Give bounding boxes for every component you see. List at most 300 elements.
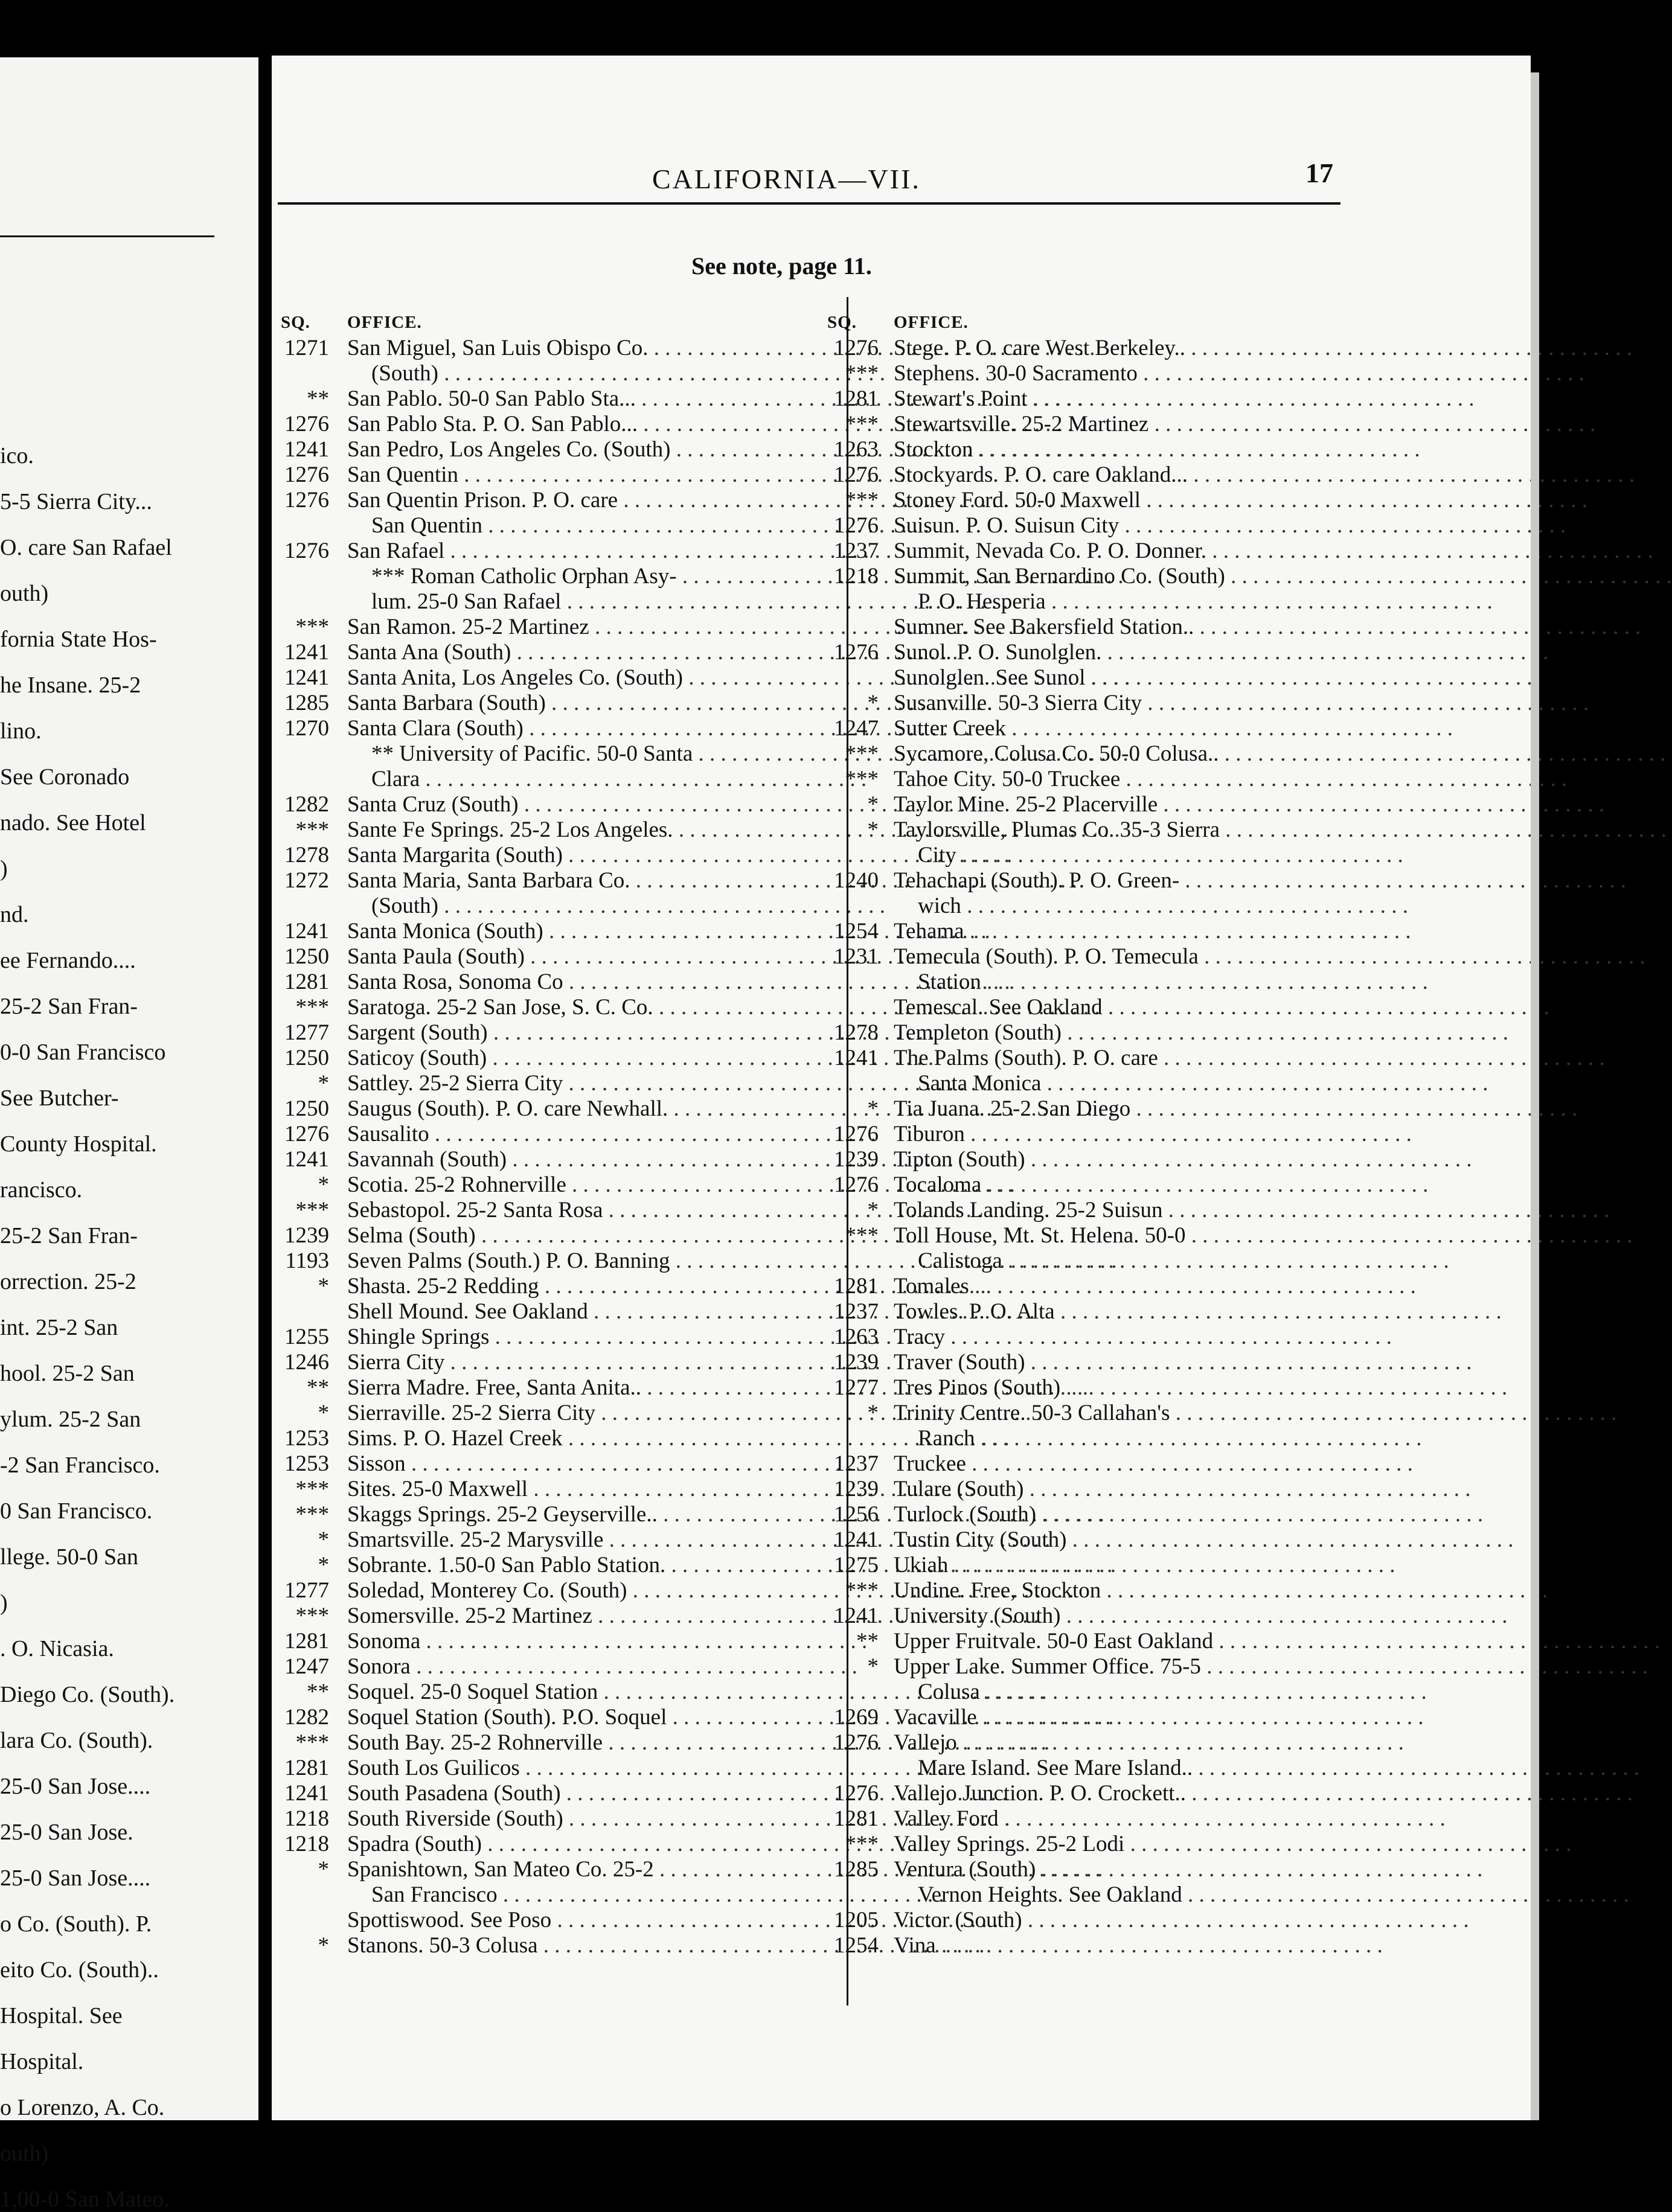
office-name: Suisun. P. O. Suisun City . . . [894,513,1359,539]
sq-number: 1239 [834,1350,879,1375]
office-name: Saratoga. 25-2 San Jose, S. C. Co. . . . [347,995,803,1020]
sq-number: 1254 [834,1933,879,1958]
office-name: Shell Mound. See Oakland . . . [347,1299,803,1325]
directory-entry [827,564,1359,589]
office-name: San Pablo Sta. P. O. San Pablo... . . . [347,412,803,437]
sq-number: 1237 [834,1299,879,1324]
directory-entry [827,1451,1359,1477]
office-name: Tehachapi (South). P. O. Green- . . . [894,868,1359,893]
office-name: Tia Juana. 25-2 San Diego . . . [894,1096,1359,1122]
directory-entry [827,1020,1359,1046]
sq-number: 1276 [834,462,879,487]
directory-entry [827,1730,1359,1756]
office-name: Vernon Heights. See Oakland . . . [918,1882,1359,1908]
office-name: Sites. 25-0 Maxwell . . . [347,1477,803,1502]
sq-number: * [867,1096,879,1121]
directory-entry [827,1122,1359,1147]
directory-entry [827,1274,1359,1299]
directory-entry [272,1198,803,1223]
directory-entry [272,1680,803,1705]
office-name: Spanishtown, San Mateo Co. 25-2 . . . [347,1857,803,1882]
directory-entry [272,1502,803,1527]
sq-number: 1281 [834,386,879,411]
directory-entry [827,1629,1359,1654]
directory-entry [827,437,1359,462]
sq-number: 1281 [284,1756,329,1780]
page-header [272,158,1531,199]
sq-number: 1276 [834,336,879,360]
header-rule [278,202,1340,205]
office-name: Santa Anita, Los Angeles Co. (South) . . . [347,665,803,691]
sq-number: * [318,1172,329,1197]
sq-number: *** [845,767,879,791]
directory-entry [272,919,803,944]
office-name: Stoney Ford. 50-0 Maxwell . . . [894,488,1359,513]
left-page-line: See Butcher- [0,1085,119,1111]
left-page-line: 25-0 San Jose.... [0,1865,151,1891]
office-name: Sutter Creek . . . [894,716,1359,741]
directory-entry [827,1578,1359,1603]
left-page-line: Hospital. [0,2049,84,2074]
sq-number: * [318,1274,329,1299]
office-name: Truckee . . . [894,1451,1359,1477]
office-name: Sobrante. 1.50-0 San Pablo Station. . . . [347,1553,803,1578]
sq-number: 1255 [284,1325,329,1349]
directory-entry [272,817,803,843]
office-name: Vallejo Junction. P. O. Crockett.. . . . [894,1781,1359,1806]
page-edge [1531,72,1539,2120]
office-name: Sargent (South) . . . [347,1020,803,1046]
directory-entry [272,336,803,361]
office-name: Sunol. P. O. Sunolglen. . . . [894,640,1359,665]
office-name: Valley Ford . . . [894,1806,1359,1832]
directory-entry [827,868,1359,893]
right-entries [827,336,1359,1958]
sq-number: 1282 [284,792,329,817]
office-name: Tolands Landing. 25-2 Suisun . . . [894,1198,1359,1223]
office-name: Sierra Madre. Free, Santa Anita.. . . . [347,1375,803,1401]
sq-number: 1241 [284,640,329,665]
directory-entry [827,767,1359,792]
left-page-line: nd. [0,902,29,927]
office-name: Savannah (South) . . . [347,1147,803,1172]
sq-number: * [318,1933,329,1958]
office-name: Shasta. 25-2 Redding . . . [347,1274,803,1299]
office-name: Sierraville. 25-2 Sierra City . . . [347,1401,803,1426]
directory-entry [827,361,1359,386]
sq-number: 1241 [284,665,329,690]
office-name: *** Roman Catholic Orphan Asy- . . . [371,564,803,589]
sq-number: 1276 [284,412,329,436]
office-name: San Pedro, Los Angeles Co. (South) . . . [347,437,803,462]
sq-header: SQ. [827,313,857,332]
office-name: Stockyards. P. O. care Oakland... . . . [894,462,1359,488]
left-page-line: 0 San Francisco. [0,1498,153,1524]
directory-entry [827,1477,1359,1502]
directory-entry [272,1477,803,1502]
office-name: Tiburon . . . [894,1122,1359,1147]
office-name: Undine. Free, Stockton . . . [894,1578,1359,1603]
sq-number: *** [295,1198,329,1223]
office-name: Selma (South) . . . [347,1223,803,1248]
office-name: Shingle Springs . . . [347,1325,803,1350]
office-name: Scotia. 25-2 Rohnerville . . . [347,1172,803,1198]
office-name: Soledad, Monterey Co. (South) . . . [347,1578,803,1603]
directory-entry [827,462,1359,488]
sq-number: 1276 [284,1122,329,1146]
office-name: San Quentin . . . [347,462,803,488]
left-entries [272,336,803,1958]
office-name: Sims. P. O. Hazel Creek . . . [347,1426,803,1451]
directory-entry [827,1680,1359,1705]
office-name: Sante Fe Springs. 25-2 Los Angeles. . . . [347,817,803,843]
directory-entry [272,1299,803,1325]
left-page-line: . O. Nicasia. [0,1636,114,1661]
sq-number: ** [307,1680,329,1704]
sq-number: 1276 [834,640,879,665]
sq-number: * [867,817,879,842]
directory-entry [272,1147,803,1172]
directory-entry [272,1705,803,1730]
office-name: Turlock (South) . . . [894,1502,1359,1527]
directory-entry [827,1172,1359,1198]
office-name: Santa Monica . . . [918,1071,1359,1096]
sq-number: *** [295,615,329,639]
office-name: Sierra City . . . [347,1350,803,1375]
office-name: Spadra (South) . . . [347,1832,803,1857]
office-name: Smartsville. 25-2 Marysville . . . [347,1527,803,1553]
directory-entry [827,336,1359,361]
office-name: Clara . . . [371,767,803,792]
sq-number: 1276 [834,1781,879,1806]
directory-entry [827,1401,1359,1426]
sq-number: 1247 [834,716,879,741]
office-name: Sonoma . . . [347,1629,803,1654]
office-name: San Pablo. 50-0 San Pablo Sta... . . . [347,386,803,412]
left-page-line: 25-0 San Jose.... [0,1774,151,1799]
sq-number: 1270 [284,716,329,741]
office-name: Stockton . . . [894,437,1359,462]
office-name: Sonora . . . [347,1654,803,1680]
directory-entry [827,589,1359,615]
office-name: Taylorsville, Plumas Co. 35-3 Sierra . . . [894,817,1359,843]
sq-number: * [318,1401,329,1425]
left-page-fragment [0,57,258,2212]
left-page-line: ) [0,856,8,881]
sq-number: ** [307,1375,329,1400]
directory-entry [272,1096,803,1122]
directory-entry [827,691,1359,716]
office-name: Tres Pinos (South) . . . [894,1375,1359,1401]
directory-entry [272,1857,803,1882]
directory-entry [272,1629,803,1654]
office-name: Sunolglen. See Sunol . . . [894,665,1359,691]
office-name: Tehama . . . [894,919,1359,944]
left-page-line: orrection. 25-2 [0,1269,136,1294]
directory-entry [272,513,803,539]
sq-number: 1247 [284,1654,329,1679]
office-name: Toll House, Mt. St. Helena. 50-0 . . . [894,1223,1359,1248]
directory-entry [272,1806,803,1832]
sq-number: *** [845,741,879,766]
sq-number: *** [295,1502,329,1527]
sq-number: * [867,792,879,817]
directory-entry [827,1248,1359,1274]
directory-entry [272,1071,803,1096]
sq-number: 1278 [834,1020,879,1045]
sq-number: * [318,1553,329,1577]
directory-entry [827,488,1359,513]
sq-number: 1276 [834,1122,879,1146]
directory-entry [827,1426,1359,1451]
directory-entry [272,741,803,767]
left-page-line: llege. 50-0 San [0,1544,139,1570]
office-header: OFFICE. [347,313,422,332]
office-name: Sebastopol. 25-2 Santa Rosa . . . [347,1198,803,1223]
office-name: Santa Rosa, Sonoma Co . . . [347,970,803,995]
sq-number: 1276 [834,1172,879,1197]
office-name: Tahoe City. 50-0 Truckee . . . [894,767,1359,792]
directory-entry [827,665,1359,691]
directory-entry [827,1046,1359,1071]
sq-number: *** [845,1832,879,1856]
left-page-line: int. 25-2 San [0,1315,118,1340]
directory-entry [272,361,803,386]
directory-entry [272,1882,803,1908]
office-name: (South) . . . [371,893,803,919]
sq-number: 1241 [284,1781,329,1806]
page-title: CALIFORNIA—VII. [652,164,921,194]
directory-entry [827,1933,1359,1958]
office-name: Stewart's Point . . . [894,386,1359,412]
directory-entry [272,1172,803,1198]
directory-entry [827,386,1359,412]
left-page-line: 25-2 San Fran- [0,994,138,1019]
directory-entry [827,1603,1359,1629]
sq-number: *** [845,412,879,436]
directory-entry [272,1451,803,1477]
directory-entry [827,741,1359,767]
directory-entry [272,640,803,665]
sq-number: 1285 [284,691,329,715]
office-name: Mare Island. See Mare Island.. . . . [918,1756,1359,1781]
sq-number: 1272 [284,868,329,893]
sq-number: * [318,1071,329,1096]
office-name: Vallejo . . . [894,1730,1359,1756]
sq-number: *** [295,817,329,842]
office-header: OFFICE. [894,313,969,332]
office-name: Ventura (South) . . . [894,1857,1359,1882]
directory-entry [827,1781,1359,1806]
office-name: Tulare (South) . . . [894,1477,1359,1502]
office-name: San Francisco . . . [371,1882,803,1908]
left-page-line: nado. See Hotel [0,810,146,836]
office-name: Sausalito . . . [347,1122,803,1147]
directory-entry [827,1527,1359,1553]
office-name: Vacaville . . . [894,1705,1359,1730]
sq-number: 1276 [284,462,329,487]
sq-number: 1193 [285,1248,329,1273]
left-page-line: County Hospital. [0,1131,157,1157]
left-page-line: ee Fernando.... [0,948,136,973]
left-page-line: O. care San Rafael [0,535,172,560]
sq-number: ** [307,386,329,411]
left-column [272,309,803,1958]
directory-entry [827,792,1359,817]
sq-number: 1241 [284,1147,329,1172]
directory-entry [827,1375,1359,1401]
directory-entry [272,1248,803,1274]
directory-entry [827,1705,1359,1730]
directory-entry [272,1375,803,1401]
sq-number: 1281 [834,1274,879,1299]
directory-entry [827,817,1359,843]
directory-entry [272,1781,803,1806]
directory-entry [827,944,1359,970]
left-page-line: fornia State Hos- [0,627,157,652]
directory-entry [827,412,1359,437]
sq-number: 1263 [834,1325,879,1349]
sq-number: 1277 [284,1020,329,1045]
office-name: Santa Margarita (South) . . . [347,843,803,868]
directory-entry [272,1578,803,1603]
office-name: Tracy . . . [894,1325,1359,1350]
office-name: Saugus (South). P. O. care Newhall. . . . [347,1096,803,1122]
directory-entry [272,716,803,741]
sq-number: 1256 [834,1502,879,1527]
office-name: Santa Clara (South) . . . [347,716,803,741]
directory-entry [272,1325,803,1350]
directory-entry [272,1046,803,1071]
directory-entry [272,1401,803,1426]
left-page-line: hool. 25-2 San [0,1361,135,1386]
directory-entry [827,1198,1359,1223]
left-page-line: lino. [0,718,42,744]
directory-entry [272,1654,803,1680]
left-page-line: o Co. (South). P. [0,1911,152,1937]
office-name: San Ramon. 25-2 Martinez . . . [347,615,803,640]
office-name: Santa Ana (South) . . . [347,640,803,665]
directory-entry [827,615,1359,640]
directory-entry [272,995,803,1020]
directory-entry [827,1882,1359,1908]
office-name: Taylor Mine. 25-2 Placerville . . . [894,792,1359,817]
directory-entry [827,1299,1359,1325]
directory-entry [272,589,803,615]
office-name: Tipton (South) . . . [894,1147,1359,1172]
directory-entry [827,716,1359,741]
directory-entry [272,437,803,462]
left-page-line: See Coronado [0,764,130,790]
sq-number: 1237 [834,539,879,563]
directory-entry [827,1147,1359,1172]
office-name: Trinity Centre. 50-3 Callahan's . . . [894,1401,1359,1426]
sq-number: 1254 [834,919,879,944]
directory-entry [272,691,803,716]
page-note: See note, page 11. [691,252,872,280]
sq-number: 1277 [834,1375,879,1400]
office-name: Seven Palms (South.) P. O. Banning . . . [347,1248,803,1274]
sq-number: 1281 [834,1806,879,1831]
directory-entry [272,868,803,893]
directory-entry [827,1502,1359,1527]
sq-number: 1276 [284,539,329,563]
directory-entry [272,1122,803,1147]
directory-entry [272,488,803,513]
sq-number: 1239 [834,1477,879,1501]
office-name: Tomales . . . [894,1274,1359,1299]
left-page-line: 1,00-0 San Mateo. [0,2187,170,2212]
sq-number: 1218 [834,564,879,589]
office-name: Santa Barbara (South) . . . [347,691,803,716]
directory-entry [827,1553,1359,1578]
office-name: Victor (South) . . . [894,1908,1359,1933]
office-name: Susanville. 50-3 Sierra City . . . [894,691,1359,716]
office-name: San Quentin . . . [371,513,803,539]
office-name: Santa Cruz (South) . . . [347,792,803,817]
directory-entry [272,462,803,488]
sq-number: 1218 [284,1832,329,1856]
sq-number: 1253 [284,1426,329,1451]
directory-entry [272,1730,803,1756]
left-page-line: Diego Co. (South). [0,1682,175,1707]
office-name: Colusa . . . [918,1680,1359,1705]
office-name: Saticoy (South) . . . [347,1046,803,1071]
directory-entry [827,995,1359,1020]
office-name: ** University of Pacific. 50-0 Santa . . . [371,741,803,767]
sq-number: 1237 [834,1451,879,1476]
sq-number: 1275 [834,1553,879,1577]
directory-entry [272,564,803,589]
directory-entry [827,1832,1359,1857]
sq-number: 1250 [284,1096,329,1121]
office-name: San Miguel, San Luis Obispo Co. . . . [347,336,803,361]
directory-entry [827,539,1359,564]
office-name: Spottiswood. See Poso . . . [347,1908,803,1933]
left-page-line: ylum. 25-2 San [0,1407,141,1432]
office-name: Stege. P. O. care West Berkeley.. . . . [894,336,1359,361]
left-page-line: 5-5 Sierra City... [0,489,152,514]
office-name: San Quentin Prison. P. O. care . . . [347,488,803,513]
office-name: South Pasadena (South) . . . [347,1781,803,1806]
office-name: Sattley. 25-2 Sierra City . . . [347,1071,803,1096]
office-name: Summit, Nevada Co. P. O. Donner. . . . [894,539,1359,564]
office-name: Summit, San Bernardino Co. (South) . . . [894,564,1359,589]
directory-entry [272,1426,803,1451]
office-name: Traver (South) . . . [894,1350,1359,1375]
directory-entry [272,1553,803,1578]
directory-entry [272,665,803,691]
sq-number: *** [845,488,879,513]
sq-number: *** [295,995,329,1020]
office-name: Sycamore, Colusa Co. 50-0 Colusa.. . . . [894,741,1359,767]
office-name: City . . . [918,843,1359,868]
column-header [827,309,1359,336]
office-name: South Bay. 25-2 Rohnerville . . . [347,1730,803,1756]
office-name: Temecula (South). P. O. Temecula . . . [894,944,1359,970]
directory-entry [272,539,803,564]
office-name: Santa Monica (South) . . . [347,919,803,944]
directory-entry [827,919,1359,944]
office-name: wich . . . [918,893,1359,919]
office-name: Santa Paula (South) . . . [347,944,803,970]
directory-entry [272,970,803,995]
sq-number: 1218 [284,1806,329,1831]
office-name: Ukiah . . . [894,1553,1359,1578]
sq-number: 1241 [284,437,329,462]
left-page-line: -2 San Francisco. [0,1453,160,1478]
directory-entry [827,1096,1359,1122]
